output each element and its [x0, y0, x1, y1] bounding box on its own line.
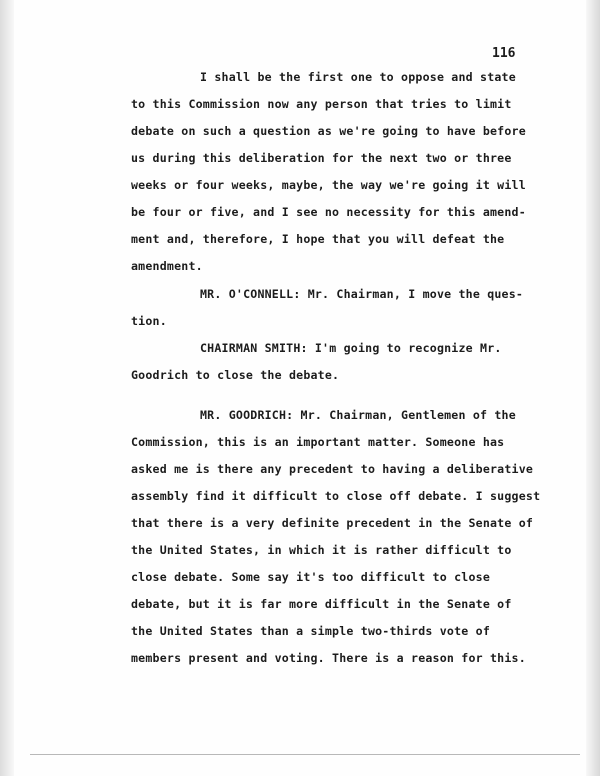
transcript-line: members present and voting. There is a reason for this.	[131, 651, 526, 665]
transcript-line: be four or five, and I see no necessity for this amend-	[131, 205, 526, 219]
page-bottom-rule	[30, 754, 580, 755]
transcript-line: debate on such a question as we're going to have before	[131, 124, 526, 138]
transcript-line: tion.	[131, 314, 167, 328]
transcript-line: amendment.	[131, 259, 203, 273]
transcript-line: close debate. Some say it's too difficult to close	[131, 570, 491, 584]
transcript-line: Commission, this is an important matter. Someone has	[131, 435, 505, 449]
transcript-line: weeks or four weeks, maybe, the way we're going it will	[131, 178, 526, 192]
transcript-line: the United States than a simple two-thirds vote of	[131, 624, 491, 638]
transcript-line: Goodrich to close the debate.	[131, 368, 340, 382]
page-left-edge	[0, 0, 14, 776]
transcript-line: assembly find it difficult to close off debate. I suggest	[131, 489, 541, 503]
transcript-line: MR. O'CONNELL: Mr. Chairman, I move the ques-	[200, 287, 524, 301]
transcript-line: to this Commission now any person that tries to limit	[131, 97, 512, 111]
transcript-line: ment and, therefore, I hope that you will defeat the	[131, 232, 505, 246]
transcript-line: us during this deliberation for the next two or three	[131, 151, 512, 165]
transcript-line: the United States, in which it is rather difficult to	[131, 543, 512, 557]
page-right-edge	[586, 0, 600, 776]
transcript-line: I shall be the first one to oppose and state	[200, 70, 516, 84]
transcript-line: MR. GOODRICH: Mr. Chairman, Gentlemen of the	[200, 408, 516, 422]
transcript-line: CHAIRMAN SMITH: I'm going to recognize Mr.	[200, 341, 502, 355]
page-number: 116	[492, 46, 516, 61]
transcript-line: asked me is there any precedent to having a deliberative	[131, 462, 534, 476]
transcript-line: debate, but it is far more difficult in the Senate of	[131, 597, 512, 611]
transcript-line: that there is a very definite precedent in the Senate of	[131, 516, 534, 530]
